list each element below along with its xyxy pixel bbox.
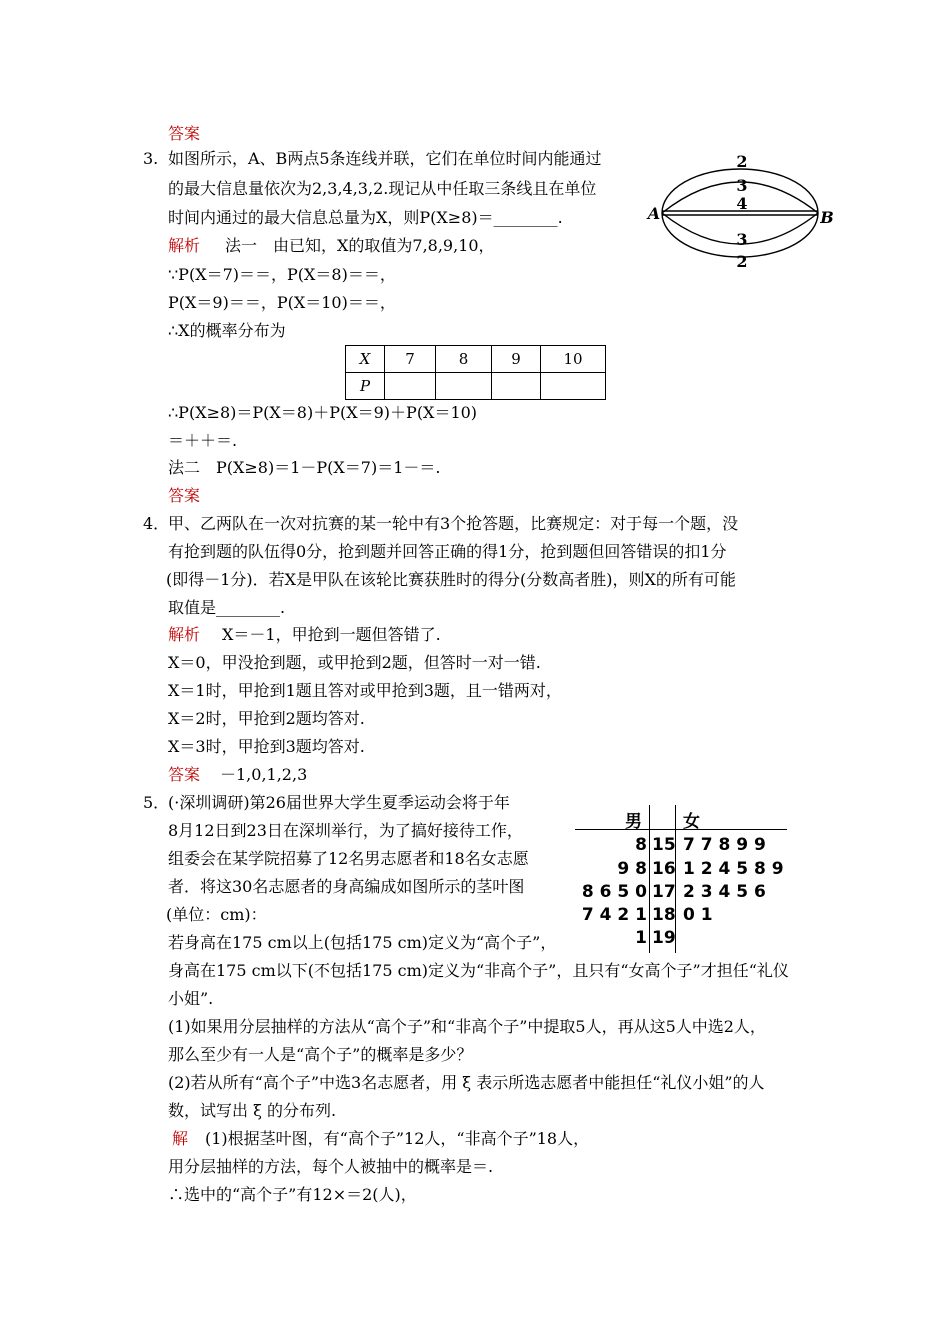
male-leaves-17: 8 6 5 0 bbox=[581, 882, 647, 902]
q5-solution-label: 解 bbox=[172, 1129, 189, 1148]
fig-label-b: B bbox=[820, 208, 834, 227]
q4-solution-line-2: X＝1时，甲抢到1题且答对或甲抢到3题，且一错两对， bbox=[168, 681, 562, 700]
q4-solution-line-3: X＝2时，甲抢到2题均答对. bbox=[168, 709, 365, 728]
q3-solution-line-3: P(X＝9)＝＝，P(X＝10)＝＝， bbox=[168, 293, 396, 312]
q4-line-4: 取值是________. bbox=[168, 598, 286, 617]
table-row bbox=[346, 346, 606, 373]
male-leaves-19: 1 bbox=[635, 928, 647, 948]
female-leaves-15: 7 7 8 9 9 bbox=[683, 835, 766, 855]
q5-line-12: 数，试写出 ξ 的分布列. bbox=[168, 1101, 337, 1120]
stem-18: 18 bbox=[652, 905, 676, 925]
q3-after-line-1: ∴P(X≥8)＝P(X＝8)＋P(X＝9)＋P(X＝10) bbox=[168, 403, 478, 422]
table-cell: 9 bbox=[492, 346, 541, 373]
q5-line-8: 小姐”. bbox=[168, 989, 214, 1008]
q4-solution-line-1: X＝0，甲没抢到题，或甲抢到2题，但答时一对一错. bbox=[168, 653, 541, 672]
q3-solution-label: 解析 bbox=[168, 236, 201, 255]
q5-solution-line-2: ∴选中的“高个子”有12×＝2(人)， bbox=[168, 1185, 417, 1204]
q5-line-1: (·深圳调研)第26届世界大学生夏季运动会将于年 bbox=[168, 793, 510, 812]
q5-line-4: 者．将这30名志愿者的身高编成如图所示的茎叶图 bbox=[168, 877, 525, 896]
q4-number: 4． bbox=[143, 514, 170, 533]
q3-line-1: 如图所示，A、B两点5条连线并联，它们在单位时间内能通过 bbox=[168, 149, 602, 168]
q4-line-3: (即得－1分)．若X是甲队在该轮比赛获胜时的得分(分数高者胜)，则X的所有可能 bbox=[166, 570, 736, 589]
q5-line-5: (单位：cm)： bbox=[166, 905, 267, 924]
table-cell: 10 bbox=[541, 346, 606, 373]
stem-17: 17 bbox=[652, 882, 676, 902]
q4-answer-label: 答案 bbox=[168, 765, 201, 784]
table-cell: X bbox=[346, 346, 385, 373]
fig-label-a: A bbox=[647, 204, 661, 223]
fig-label-lower: 3 bbox=[736, 230, 748, 249]
table-cell: 7 bbox=[385, 346, 436, 373]
female-leaves-17: 2 3 4 5 6 bbox=[683, 882, 766, 902]
q4-solution-line-4: X＝3时，甲抢到3题均答对. bbox=[168, 737, 365, 756]
male-leaves-15: 8 bbox=[635, 835, 647, 855]
q5-line-11: (2)若从所有“高个子”中选3名志愿者，用 ξ 表示所选志愿者中能担任“礼仪小姐”的人 bbox=[168, 1073, 765, 1092]
q5-line-9: (1)如果用分层抽样的方法从“高个子”和“非高个子”中提取5人，再从这5人中选2人， bbox=[168, 1017, 766, 1036]
q5-line-7: 身高在175 cm以下(不包括175 cm)定义为“非高个子”，且只有“女高个子”才担任“礼仪 bbox=[168, 961, 789, 980]
q4-line-2: 有抢到题的队伍得0分，抢到题并回答正确的得1分，抢到题但回答错误的扣1分 bbox=[168, 542, 727, 561]
male-leaves-16: 9 8 bbox=[617, 859, 647, 879]
q5-solution-first: (1)根据茎叶图，有“高个子”12人，“非高个子”18人， bbox=[205, 1129, 590, 1148]
q5-line-2: 8月12日到23日在深圳举行，为了搞好接待工作， bbox=[168, 821, 523, 840]
q4-solution-first: X＝－1，甲抢到一题但答错了. bbox=[222, 625, 441, 644]
q3-line-3: 时间内通过的最大信息总量为X，则P(X≥8)＝________. bbox=[168, 208, 563, 227]
table-cell: 8 bbox=[436, 346, 492, 373]
fig-label-middle: 4 bbox=[736, 194, 748, 213]
q3-answer-label: 答案 bbox=[168, 486, 201, 505]
stem-19: 19 bbox=[652, 928, 676, 948]
fig-label-bottom: 2 bbox=[736, 252, 748, 271]
q4-line-1: 甲、乙两队在一次对抗赛的某一轮中有3个抢答题，比赛规定：对于每一个题，没 bbox=[168, 514, 739, 533]
stem-rule-left bbox=[649, 805, 650, 953]
female-leaves-16: 1 2 4 5 8 9 bbox=[683, 859, 784, 879]
q2-answer-label: 答案 bbox=[168, 124, 201, 143]
q5-line-6: 若身高在175 cm以上(包括175 cm)定义为“高个子”， bbox=[168, 933, 557, 952]
q5-solution-line-1: 用分层抽样的方法，每个人被抽中的概率是＝. bbox=[168, 1157, 494, 1176]
table-cell bbox=[541, 373, 606, 400]
stem-16: 16 bbox=[652, 859, 676, 879]
q5-stem-leaf-plot bbox=[575, 805, 790, 955]
stem-15: 15 bbox=[652, 835, 676, 855]
q4-answer-value: －1,0,1,2,3 bbox=[220, 765, 308, 784]
q3-number: 3. bbox=[143, 149, 159, 168]
q3-distribution-table bbox=[345, 345, 606, 400]
table-cell: P bbox=[346, 373, 385, 400]
q3-line-2: 的最大信息量依次为2,3,4,3,2.现记从中任取三条线且在单位 bbox=[168, 179, 597, 198]
table-row bbox=[346, 373, 606, 400]
q5-number: 5． bbox=[143, 793, 170, 812]
q3-solution-line-4: ∴X的概率分布为 bbox=[168, 321, 286, 340]
header-rule bbox=[575, 829, 787, 830]
female-leaves-18: 0 1 bbox=[683, 905, 713, 925]
female-header: 女 bbox=[683, 812, 700, 832]
table-cell bbox=[385, 373, 436, 400]
male-header: 男 bbox=[625, 812, 642, 832]
q3-parallel-lines-figure bbox=[647, 152, 835, 275]
q3-solution-line-2: ∵P(X＝7)＝＝，P(X＝8)＝＝， bbox=[168, 265, 396, 284]
q3-after-line-2: ＝＋＋＝. bbox=[168, 431, 238, 450]
q3-after-line-3: 法二 P(X≥8)＝1－P(X＝7)＝1－＝. bbox=[168, 458, 441, 477]
fig-label-upper: 3 bbox=[736, 176, 748, 195]
q3-solution-line-1: 法一 由已知，X的取值为7,8,9,10， bbox=[225, 236, 495, 255]
table-cell bbox=[492, 373, 541, 400]
q5-line-10: 那么至少有一人是“高个子”的概率是多少？ bbox=[168, 1045, 473, 1064]
q4-solution-label: 解析 bbox=[168, 625, 201, 644]
q5-line-3: 组委会在某学院招募了12名男志愿者和18名女志愿 bbox=[168, 849, 529, 868]
fig-label-top: 2 bbox=[736, 152, 748, 171]
table-cell bbox=[436, 373, 492, 400]
male-leaves-18: 7 4 2 1 bbox=[581, 905, 647, 925]
